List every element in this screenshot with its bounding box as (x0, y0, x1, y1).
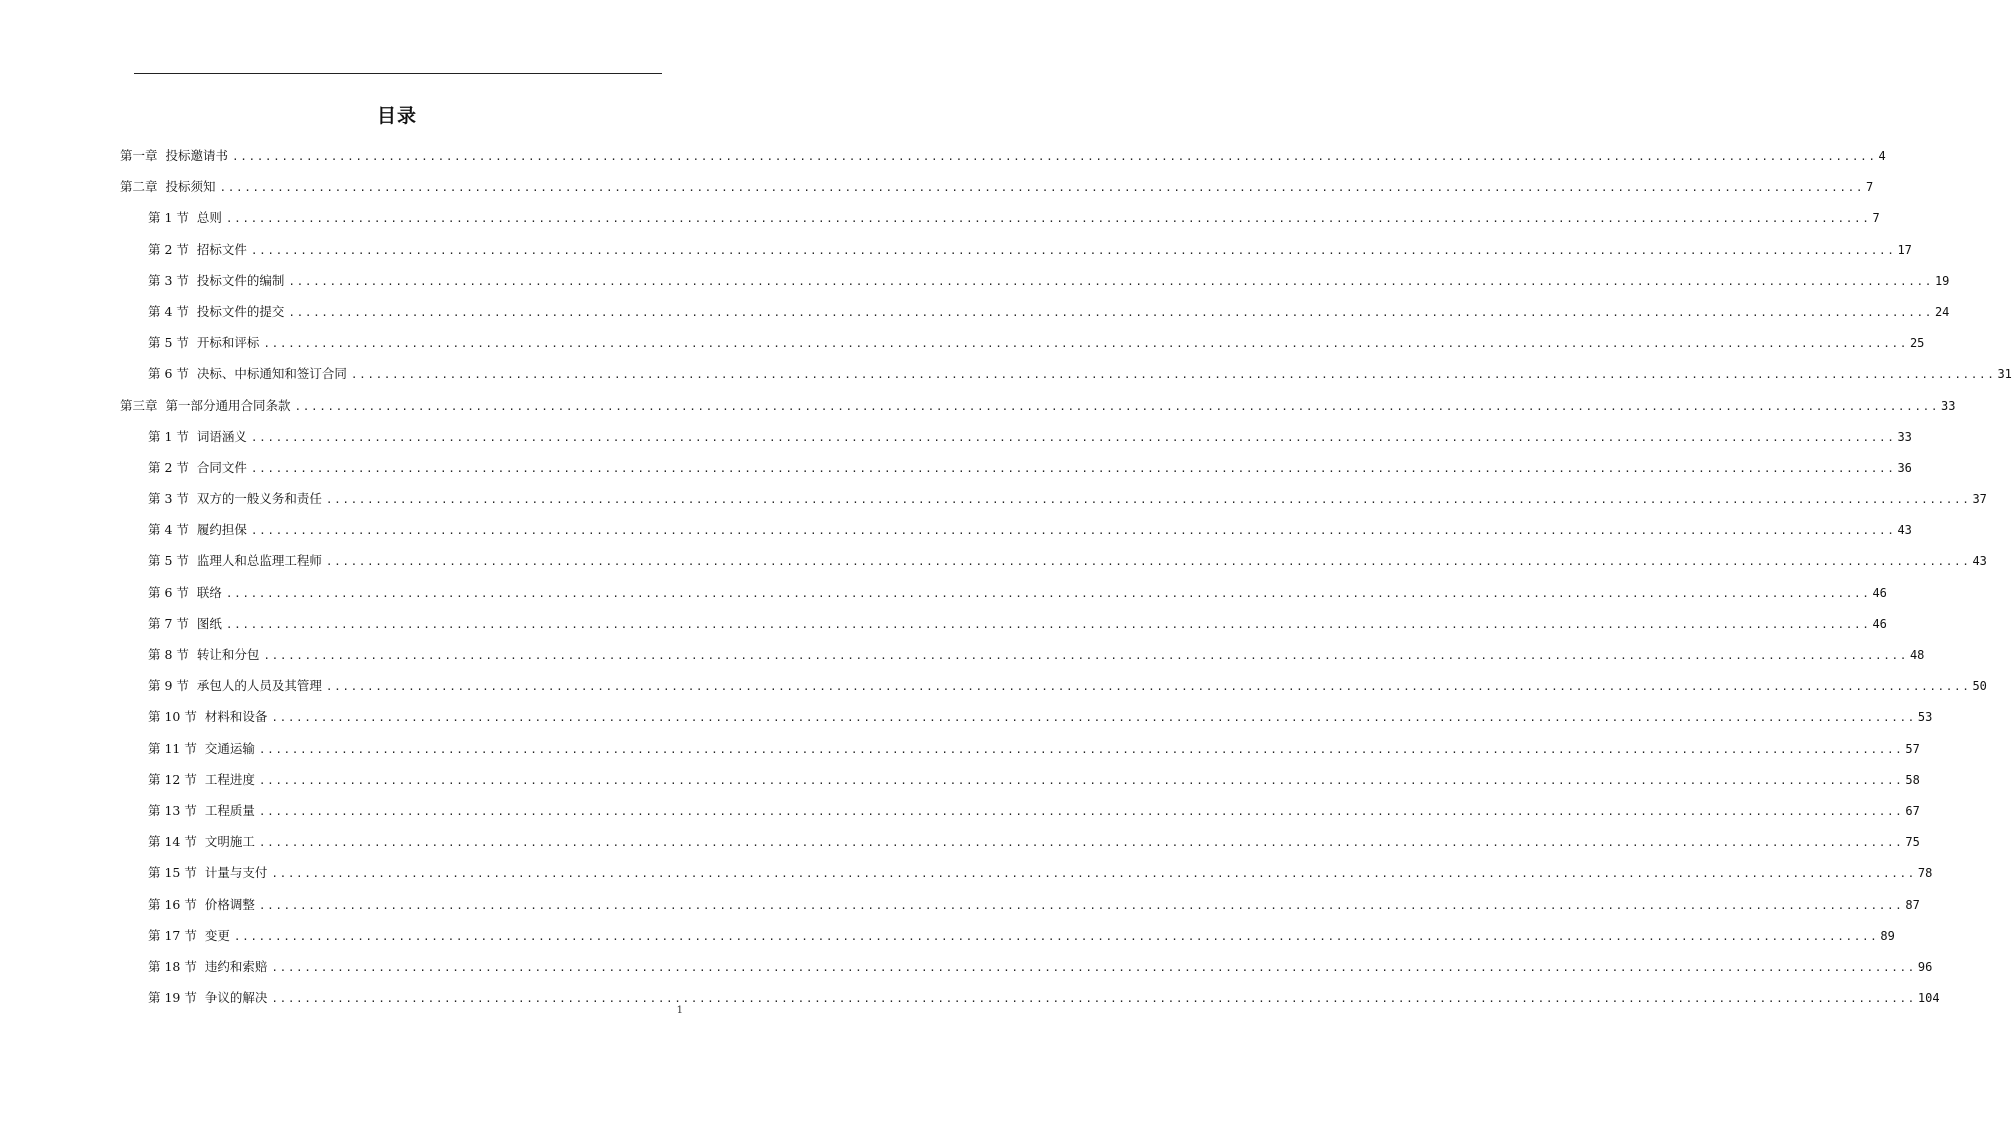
toc-entry-label (148, 452, 251, 483)
toc-entry-label (148, 514, 251, 545)
toc-section-entry[interactable] (120, 327, 1925, 358)
toc-entry-label (148, 670, 326, 701)
toc-entry-page: 31 (1997, 367, 2012, 382)
toc-section-entry[interactable] (120, 608, 1887, 639)
toc-section-entry[interactable] (120, 358, 2012, 389)
toc-section-entry[interactable] (120, 483, 1987, 514)
toc-section-entry[interactable] (120, 857, 1933, 888)
toc-entry-page: 43 (1897, 523, 1912, 538)
dot-leader: ........................................................................................................................................................................................................ (225, 212, 1871, 226)
toc-section-entry[interactable] (120, 701, 1933, 732)
toc-entry-page: 17 (1897, 242, 1912, 257)
toc-entry-page: 37 (1972, 492, 1987, 507)
toc-entry-page: 67 (1905, 803, 1920, 818)
toc-entry-title: 投标文件的编制 (196, 272, 285, 288)
dot-leader: ........................................................................................................................................................................................................ (225, 617, 1871, 631)
dot-leader: ........................................................................................................................................................................................................ (294, 399, 1940, 413)
toc-entry-number: 第 9 节 (148, 678, 189, 694)
toc-entry-number: 第 3 节 (148, 491, 189, 507)
dot-leader: ........................................................................................................................................................................................................ (350, 368, 1996, 382)
toc-entry-title: 计量与支付 (204, 865, 268, 881)
toc-entry-page: 46 (1872, 585, 1887, 600)
toc-chapter-entry[interactable] (120, 171, 1874, 202)
toc-entry-number: 第 13 节 (148, 802, 197, 818)
dot-leader: ........................................................................................................................................................................................................ (263, 649, 1908, 662)
toc-entry-page: 19 (1934, 273, 1950, 288)
toc-section-entry[interactable] (120, 764, 1920, 795)
toc-entry-page: 36 (1897, 460, 1912, 475)
dot-leader: ........................................................................................................................................................................................................ (250, 461, 1896, 475)
toc-entry-number: 第 10 节 (148, 709, 197, 725)
toc-entry-page: 50 (1972, 679, 1987, 694)
toc-entry-title: 联络 (196, 584, 222, 600)
toc-entry-page: 43 (1972, 554, 1987, 569)
toc-entry-label (148, 296, 288, 327)
dot-leader: ........................................................................................................................................................................................................ (288, 305, 1933, 319)
toc-section-entry[interactable] (120, 421, 1912, 452)
dot-leader: ........................................................................................................................................................................................................ (250, 524, 1896, 538)
toc-entry-page: 4 (1878, 149, 1886, 163)
toc-entry-number: 第 18 节 (148, 958, 197, 974)
toc-entry-label (148, 920, 234, 951)
toc-entry-number: 第 11 节 (148, 740, 197, 756)
toc-entry-page: 89 (1880, 928, 1895, 943)
toc-entry-label (148, 608, 226, 639)
toc-entry-label (148, 764, 259, 795)
toc-entry-label (148, 951, 271, 982)
dot-leader: ........................................................................................................................................................................................................ (271, 711, 1916, 725)
toc-entry-label (148, 358, 351, 389)
toc-entry-title: 投标文件的提交 (196, 303, 285, 319)
toc-entry-title: 第一部分通用合同条款 (165, 397, 291, 413)
dot-leader: ........................................................................................................................................................................................................ (258, 742, 1904, 756)
toc-section-entry[interactable] (120, 733, 1920, 764)
toc-entry-page: 46 (1872, 616, 1887, 631)
toc-entry-page: 25 (1909, 336, 1925, 351)
toc-entry-number: 第二章 (120, 179, 158, 195)
toc-entry-label (148, 483, 326, 514)
toc-entry-title: 投标须知 (165, 179, 216, 195)
dot-leader: ........................................................................................................................................................................................................ (225, 586, 1871, 600)
toc-section-entry[interactable] (120, 577, 1887, 608)
toc-entry-page: 33 (1897, 429, 1912, 444)
dot-leader: ........................................................................................................................................................................................................ (219, 181, 1865, 195)
toc-section-entry[interactable] (120, 670, 1987, 701)
toc-entry-title: 变更 (204, 927, 230, 943)
toc-entry-label (148, 577, 226, 608)
dot-leader: ........................................................................................................................................................................................................ (258, 898, 1904, 912)
toc-entry-number: 第 2 节 (148, 459, 189, 475)
toc-entry-number: 第 15 节 (148, 865, 197, 881)
toc-entry-label (148, 327, 263, 358)
toc-entry-title: 交通运输 (204, 740, 255, 756)
toc-entry-title: 双方的一般义务和责任 (196, 491, 322, 507)
toc-entry-number: 第 1 节 (148, 210, 189, 226)
toc-chapter-entry[interactable] (120, 390, 1956, 421)
toc-section-entry[interactable] (120, 795, 1920, 826)
toc-entry-number: 第 5 节 (148, 553, 189, 569)
toc-entry-label (148, 826, 259, 857)
toc-entry-label (148, 202, 226, 233)
toc-entry-title: 投标邀请书 (165, 148, 229, 163)
toc-entry-number: 第 7 节 (148, 615, 189, 631)
dot-leader: ........................................................................................................................................................................................................ (258, 804, 1904, 818)
dot-leader: ........................................................................................................................................................................................................ (288, 274, 1933, 288)
dot-leader: ........................................................................................................................................................................................................ (232, 150, 1877, 163)
toc-section-entry[interactable] (120, 202, 1880, 233)
toc-section-entry[interactable] (120, 265, 1950, 296)
toc-entry-label (148, 857, 271, 888)
toc-section-entry[interactable] (120, 951, 1933, 982)
dot-leader: ........................................................................................................................................................................................................ (325, 680, 1971, 694)
toc-section-entry[interactable] (120, 826, 1920, 857)
toc-section-entry[interactable] (120, 296, 1950, 327)
toc-entry-number: 第 19 节 (148, 990, 197, 1006)
toc-entry-number: 第三章 (120, 397, 158, 413)
toc-entry-title: 转让和分包 (196, 647, 260, 662)
toc-entry-number: 第 2 节 (148, 241, 189, 257)
toc-entry-page: 7 (1866, 180, 1874, 195)
toc-entry-title: 争议的解决 (204, 990, 268, 1006)
toc-entry-page: 33 (1941, 398, 1956, 413)
toc-entry-page: 87 (1905, 897, 1920, 912)
toc-entry-label (148, 234, 251, 265)
toc-entry-title: 图纸 (196, 615, 222, 631)
toc-entry-number: 第 5 节 (148, 335, 189, 351)
toc-entry-title: 招标文件 (196, 241, 247, 257)
toc-section-entry[interactable] (120, 545, 1987, 576)
toc-entry-page: 48 (1909, 648, 1925, 662)
toc-entry-number: 第 16 节 (148, 896, 197, 912)
toc-entry-number: 第 6 节 (148, 584, 189, 600)
toc-entry-label (148, 701, 271, 732)
toc-entry-page: 58 (1905, 772, 1920, 787)
toc-entry-page: 57 (1905, 741, 1920, 756)
toc-entry-label (148, 733, 259, 764)
toc-entry-number: 第 4 节 (148, 522, 189, 538)
page-title: 目录 (376, 105, 417, 127)
toc-entry-page: 24 (1934, 304, 1950, 319)
dot-leader: ........................................................................................................................................................................................................ (263, 337, 1908, 351)
toc-entry-title: 承包人的人员及其管理 (196, 678, 322, 694)
toc-entry-number: 第 6 节 (148, 366, 189, 382)
toc-entry-number: 第 14 节 (148, 834, 197, 850)
header-rule (134, 73, 662, 74)
toc-entry-title: 工程进度 (204, 771, 255, 787)
table-of-contents (120, 140, 2012, 1013)
toc-entry-title: 文明施工 (204, 834, 255, 850)
toc-entry-label (148, 795, 259, 826)
dot-leader: ........................................................................................................................................................................................................ (250, 430, 1896, 444)
dot-leader: ........................................................................................................................................................................................................ (258, 836, 1904, 850)
toc-entry-label (148, 639, 263, 670)
toc-entry-page: 96 (1917, 959, 1933, 974)
toc-entry-label (148, 421, 251, 452)
toc-entry-title: 词语涵义 (196, 428, 247, 444)
toc-entry-number: 第 4 节 (148, 303, 189, 319)
toc-section-entry[interactable] (120, 452, 1912, 483)
toc-entry-title: 决标、中标通知和签订合同 (196, 366, 347, 382)
dot-leader: ........................................................................................................................................................................................................ (271, 867, 1916, 881)
toc-entry-label (120, 140, 232, 171)
toc-entry-title: 总则 (196, 210, 222, 226)
dot-leader: ........................................................................................................................................................................................................ (233, 929, 1879, 943)
page-number: 1 (676, 1005, 683, 1016)
toc-entry-title: 履约担保 (196, 522, 247, 538)
toc-entry-title: 合同文件 (196, 459, 247, 475)
toc-section-entry[interactable] (120, 920, 1895, 951)
dot-leader: ........................................................................................................................................................................................................ (271, 992, 1916, 1006)
toc-entry-title: 监理人和总监理工程师 (196, 553, 322, 569)
toc-entry-label (120, 390, 295, 421)
toc-entry-number: 第 12 节 (148, 771, 197, 787)
toc-section-entry[interactable] (120, 889, 1920, 920)
toc-entry-page: 75 (1905, 835, 1920, 850)
toc-entry-page: 53 (1917, 710, 1933, 725)
toc-chapter-entry[interactable] (120, 140, 1886, 171)
dot-leader: ........................................................................................................................................................................................................ (271, 960, 1916, 974)
toc-entry-label (148, 545, 326, 576)
toc-entry-title: 开标和评标 (196, 335, 260, 351)
dot-leader: ........................................................................................................................................................................................................ (325, 493, 1971, 507)
toc-entry-title: 违约和索赔 (204, 958, 268, 974)
toc-entry-title: 工程质量 (204, 802, 255, 818)
toc-entry-title: 价格调整 (204, 896, 255, 912)
toc-entry-number: 第一章 (120, 148, 158, 163)
dot-leader: ........................................................................................................................................................................................................ (258, 773, 1904, 787)
toc-entry-label (148, 889, 259, 920)
toc-section-entry[interactable] (120, 234, 1912, 265)
toc-entry-number: 第 1 节 (148, 428, 189, 444)
toc-entry-title: 材料和设备 (204, 709, 268, 725)
dot-leader: ........................................................................................................................................................................................................ (250, 243, 1896, 257)
toc-entry-number: 第 8 节 (148, 647, 189, 662)
toc-entry-number: 第 17 节 (148, 927, 197, 943)
dot-leader: ........................................................................................................................................................................................................ (325, 555, 1971, 569)
toc-entry-page: 104 (1917, 991, 1940, 1006)
toc-entry-number: 第 3 节 (148, 272, 189, 288)
toc-section-entry[interactable] (120, 514, 1912, 545)
toc-entry-page: 7 (1872, 211, 1880, 226)
toc-entry-page: 78 (1917, 866, 1933, 881)
toc-section-entry[interactable] (120, 639, 1925, 670)
toc-entry-label (120, 171, 220, 202)
toc-entry-label (148, 265, 288, 296)
